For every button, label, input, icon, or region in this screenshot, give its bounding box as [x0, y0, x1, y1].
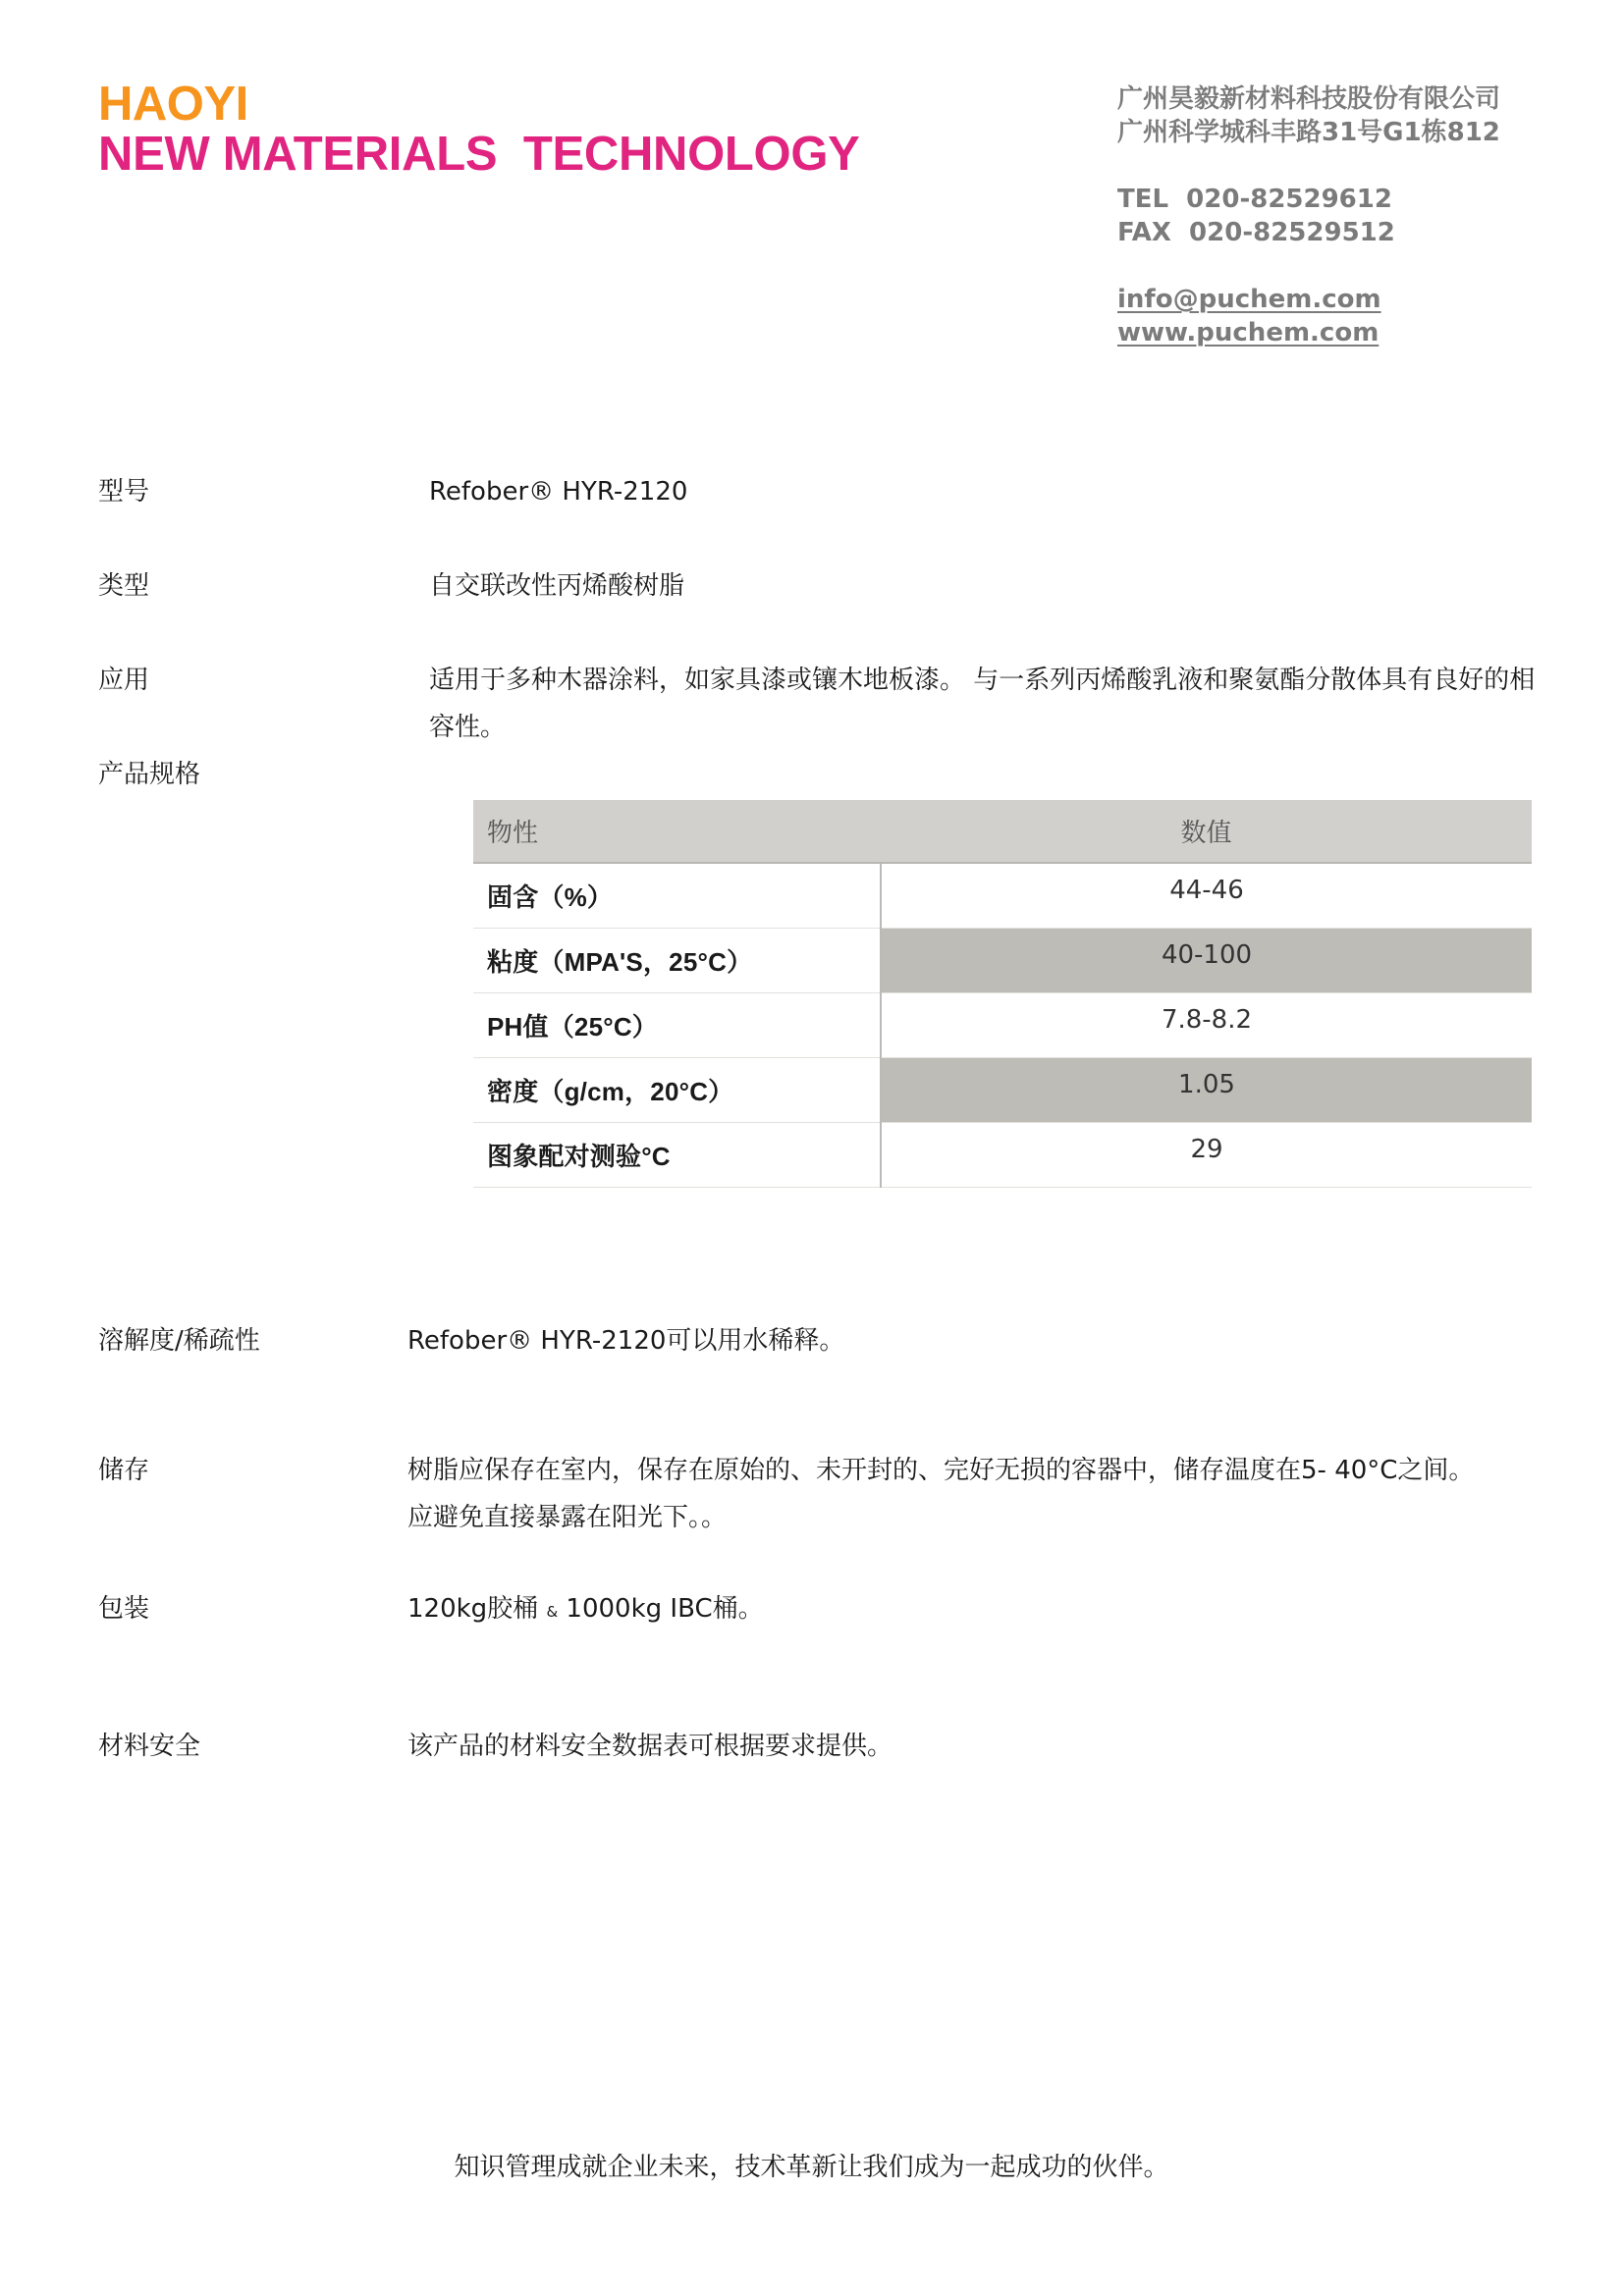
- application-label: 应用: [98, 666, 150, 695]
- storage-value: 树脂应保存在室内，保存在原始的、未开封的、完好无损的容器中，储存温度在5- 40°C之间。应避免直接暴露在阳光下。。: [407, 1456, 1475, 1532]
- specs-label: 产品规格: [98, 760, 201, 789]
- safety-label: 材料安全: [98, 1732, 201, 1761]
- spec-table: [473, 800, 1532, 1188]
- contact-block: [1117, 82, 1500, 349]
- storage-label: 储存: [98, 1456, 150, 1485]
- property-cell: PH值（25°C）: [473, 993, 881, 1058]
- value-cell: 40-100: [881, 929, 1532, 993]
- table-row: [473, 863, 1532, 929]
- solubility-value: Refober® HYR-2120可以用水稀释。: [407, 1326, 845, 1356]
- company-name: 广州昊毅新材料科技股份有限公司: [1117, 84, 1501, 114]
- website-link[interactable]: www.puchem.com: [1117, 318, 1380, 347]
- brand-tagline: NEW MATERIALS TECHNOLOGY: [98, 128, 860, 181]
- model-label: 型号: [98, 477, 150, 507]
- phone-number: TEL 020-82529612: [1117, 185, 1392, 214]
- safety-value: 该产品的材料安全数据表可根据要求提供。: [407, 1732, 893, 1761]
- column-header-property: 物性: [473, 800, 881, 863]
- value-cell: 29: [881, 1123, 1532, 1188]
- packaging-value-part1: 120kg胶桶: [407, 1594, 547, 1624]
- type-label: 类型: [98, 571, 150, 601]
- application-value: 适用于多种木器涂料，如家具漆或镶木地板漆。 与一系列丙烯酸乳液和聚氨酯分散体具有良好的相容性。: [429, 666, 1536, 742]
- email-link[interactable]: info@puchem.com: [1117, 285, 1381, 314]
- fax-number: FAX 020-82529512: [1117, 218, 1395, 247]
- packaging-value: [407, 1585, 764, 1635]
- table-row: [473, 993, 1532, 1058]
- property-cell: 固含（%）: [473, 863, 881, 929]
- type-value: 自交联改性丙烯酸树脂: [429, 571, 685, 601]
- model-value: Refober® HYR-2120: [429, 477, 688, 507]
- value-cell: 44-46: [881, 863, 1532, 929]
- table-row: [473, 1123, 1532, 1188]
- column-header-value: 数值: [881, 800, 1532, 863]
- value-cell: 7.8-8.2: [881, 993, 1532, 1058]
- spec-table-header: [473, 800, 1532, 863]
- brand-name: HAOYI: [98, 78, 248, 131]
- table-row: [473, 1058, 1532, 1123]
- property-cell: 密度（g/cm，20°C）: [473, 1058, 881, 1123]
- value-cell: 1.05: [881, 1058, 1532, 1123]
- table-row: [473, 929, 1532, 993]
- property-cell: 图象配对测验°C: [473, 1123, 881, 1188]
- footer-slogan: 知识管理成就企业未来，技术革新让我们成为一起成功的伙伴。: [454, 2153, 1169, 2182]
- packaging-label: 包装: [98, 1594, 150, 1624]
- property-cell: 粘度（MPA'S，25°C）: [473, 929, 881, 993]
- company-address: 广州科学城科丰路31号G1栋812: [1117, 118, 1500, 147]
- packaging-ampersand: &: [546, 1603, 559, 1621]
- packaging-value-part2: 1000kg IBC桶。: [558, 1594, 764, 1624]
- solubility-label: 溶解度/稀疏性: [98, 1326, 260, 1356]
